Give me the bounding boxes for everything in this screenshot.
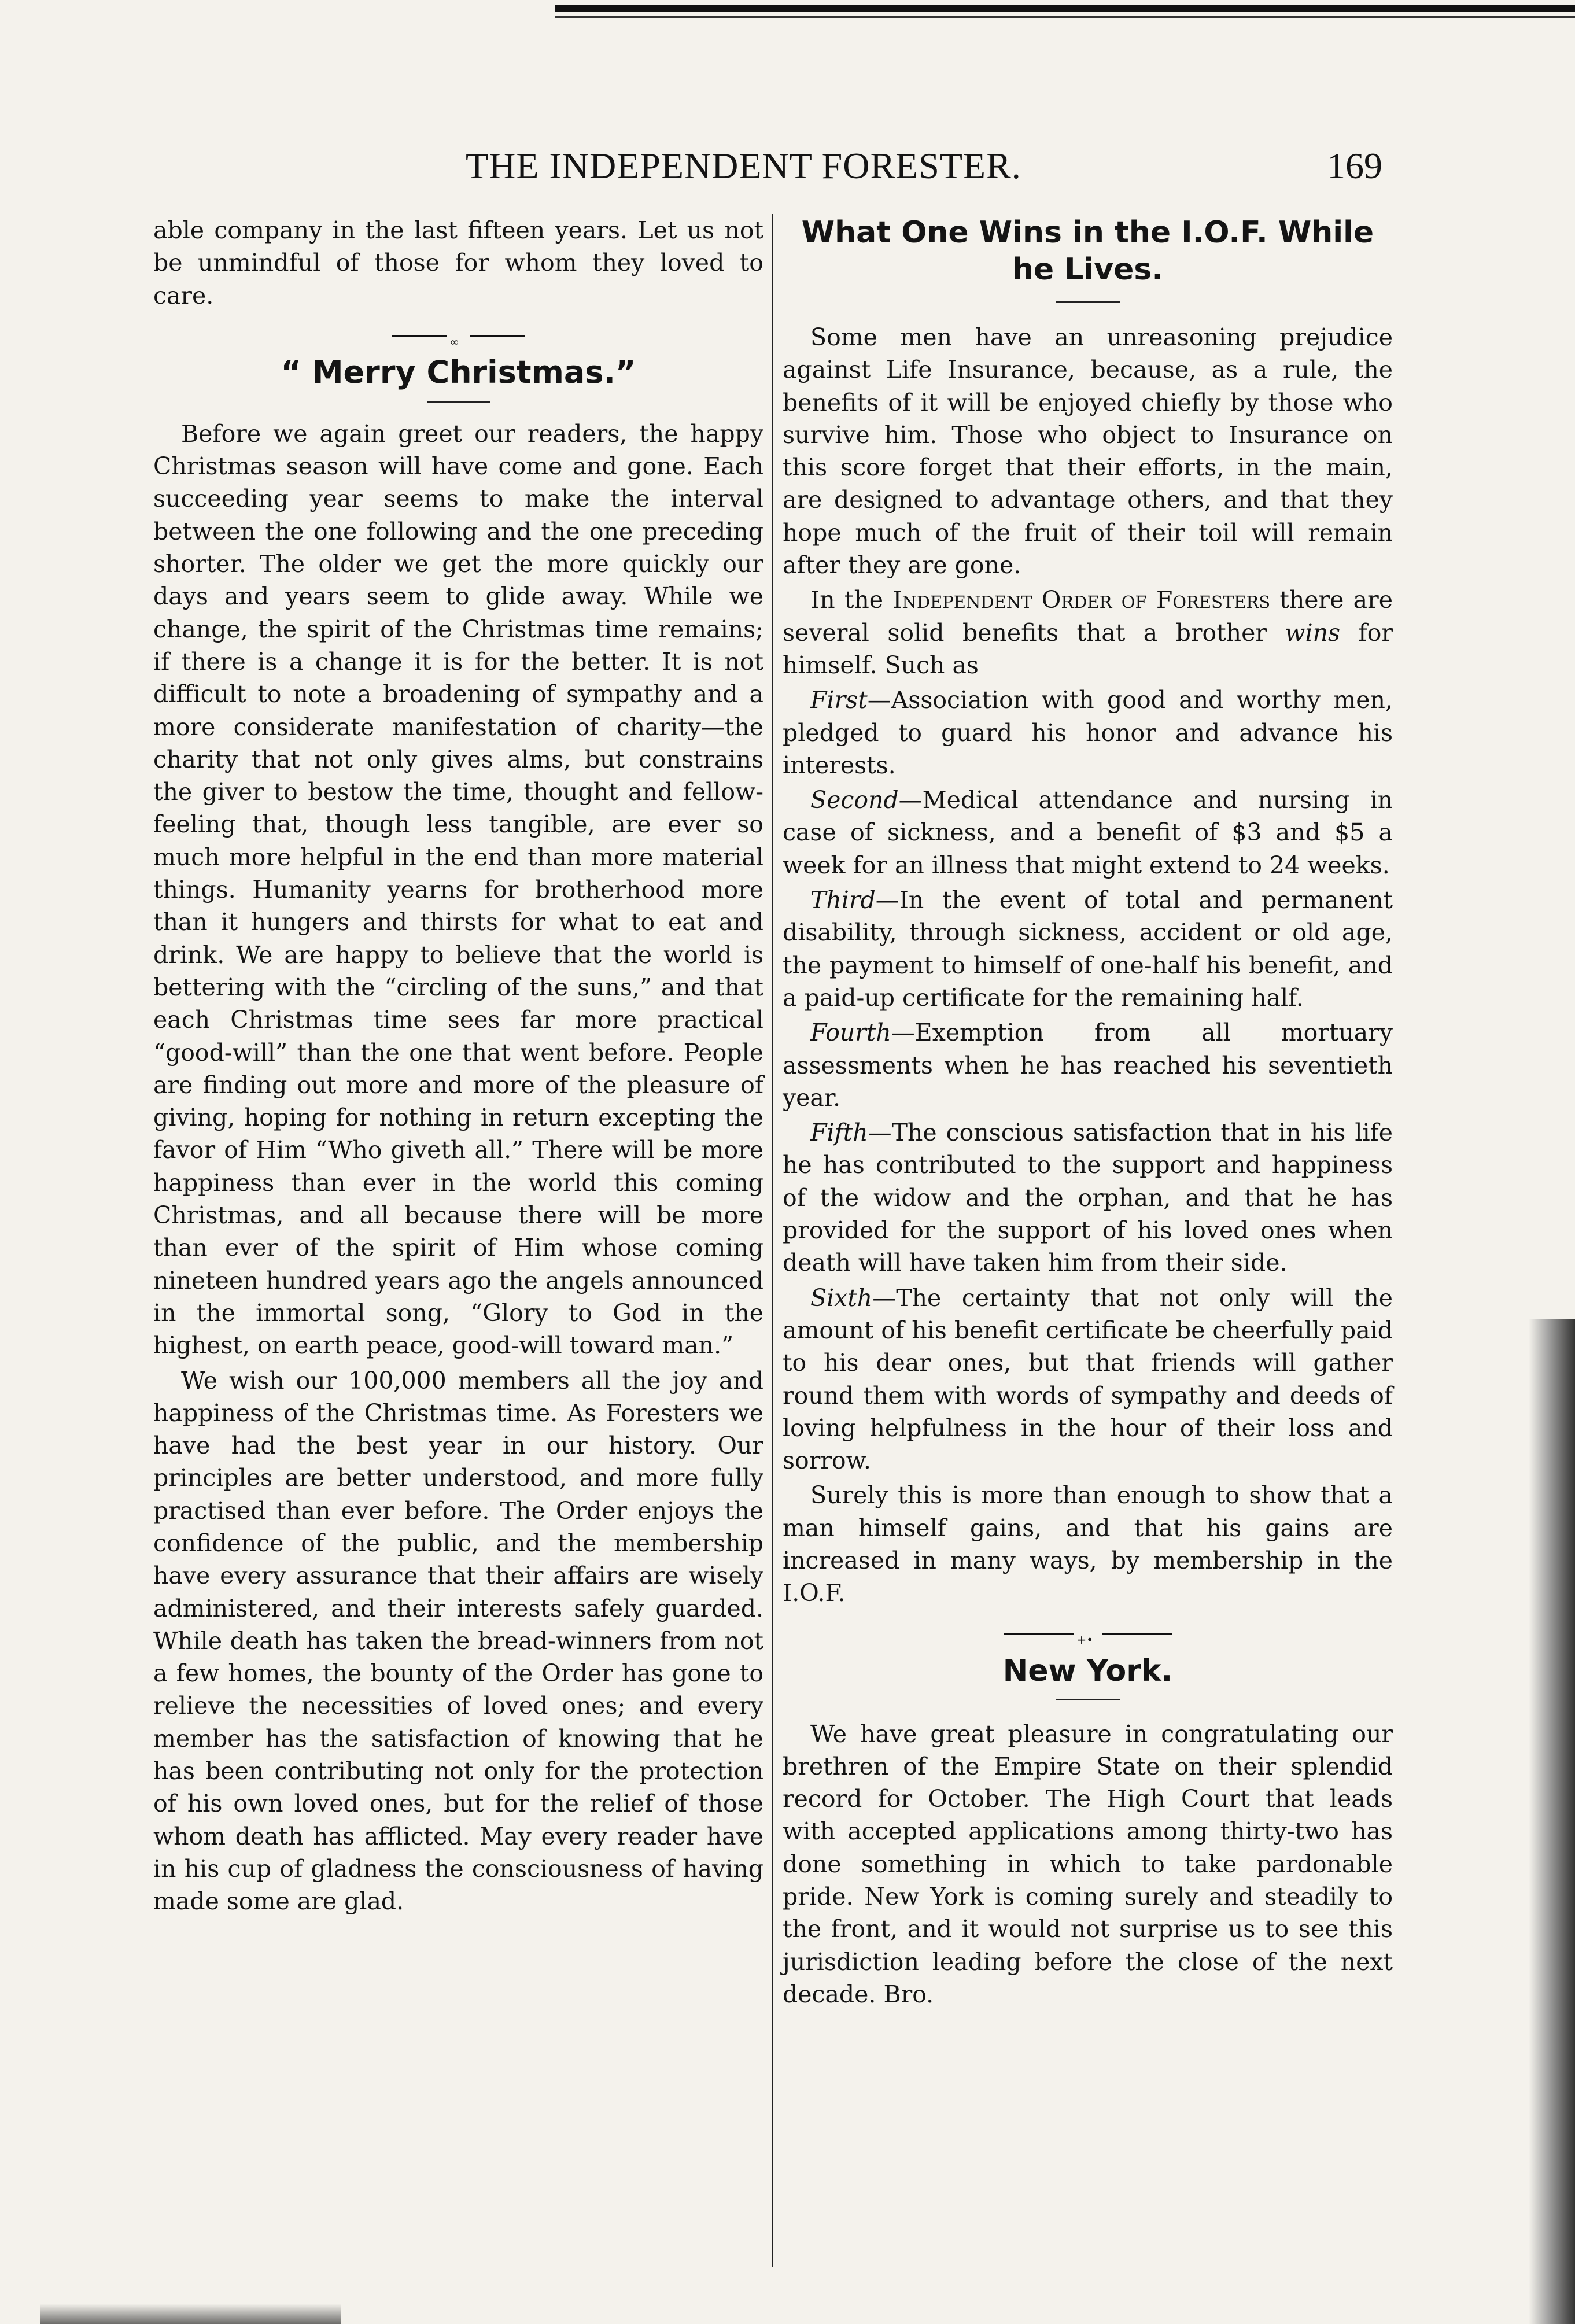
title-underline — [1056, 1699, 1120, 1700]
benefit-text: —Medical attendance and nursing in case of sickness, and a benefit of $3 and $5 a week for an illness that might extend to 24 weeks. — [783, 786, 1393, 879]
benefit-label: Second — [810, 786, 899, 814]
benefit-text: —The certainty that not only will the amount of his benefit certificate be cheerfully paid to his dear ones, but that friends will gather round them with words of sympathy and deeds of loving helpfulness in the hour of their loss and sorrow. — [783, 1283, 1393, 1475]
intro-paragraph: Some men have an unreasoning prejudice against Life Insurance, because, as a rule, the benefits of it will be enjoyed chiefly by those who survive him. Those who object to Insurance on this score forget that their efforts, in the main, are designed to advantage others, and that they hope much of the fruit of their toil will remain after they are gone. — [783, 323, 1393, 580]
christmas-paragraph-1: Before we again greet our readers, the happy Christmas season will have come and gone. Each succeeding year seems to make the interval between the one following and the one preceding shorter. The older we get the more quickly our days and years seem to glide away. While we change, the spirit of the Christmas time remains; if there is a change it is for the better. It is not difficult to note a broadening of sympathy and a more considerate manifestation of charity—the charity that not only gives alms, but constrains the giver to bestow the time, thought and fellow-feeling that, though less tangible, are ever so much more helpful in the end than more material things. Humanity yearns for brotherhood more than it hungers and thirsts for what to eat and drink. We are happy to believe that the world is bettering with the “circling of the suns,” and that each Christmas time sees far more practical “good-will” than the one that went before. People are finding out more and more of the pleasure of giving, hoping for nothing in return excepting the favor of Him “Who giveth all.” There will be more happiness than ever in the world this coming Christmas, and all because there will be more than ever of the spirit of Him whose coming nineteen hundred years ago the angels announced in the immortal song, “Glory to God in the highest, on earth peace, good-will toward man.” — [153, 419, 763, 1360]
order-text-after: there are several solid benefits that a brother — [783, 586, 1393, 647]
benefit-label: Third — [810, 886, 876, 914]
benefit-label: First — [810, 686, 868, 714]
page-edge-shadow — [1529, 1319, 1575, 2324]
benefit-text: —The conscious satisfaction that in his life he has contributed to the support and happiness of the widow and the orphan, and that he has provided for the support of his loved ones when death will have taken him from their side. — [783, 1119, 1393, 1277]
top-border-rule-thin — [555, 16, 1575, 18]
order-text-wins: wins — [1285, 618, 1341, 647]
title-underline — [427, 401, 490, 403]
benefit-label: Sixth — [810, 1283, 873, 1312]
title-underline — [1056, 301, 1120, 303]
order-name: Independent Order of Foresters — [892, 586, 1271, 614]
order-text-end: for himself. Such as — [783, 618, 1393, 679]
new-york-paragraph: We have great pleasure in congratulating our brethren of the Empire State on their splendid record for October. The High Court that leads with accepted applications among thirty-two has done something in which to take pardonable pride. New York is coming surely and steadily to the front, and it would not surprise us to see this jurisdiction leading before the close of the next decade. Bro. — [783, 1720, 1393, 2008]
journal-title: THE INDEPENDENT FORESTER. — [466, 145, 1021, 186]
right-column — [783, 214, 1393, 2011]
benefit-label: Fourth — [810, 1019, 891, 1047]
section-ornament-rule — [392, 329, 525, 349]
benefit-fourth — [783, 1016, 1393, 1114]
christmas-paragraph-2: We wish our 100,000 members all the joy and happiness of the Christmas time. As Foresters we have had the best year in our history. Our principles are better understood, and more fully practised than ever before. The Order enjoys the confidence of the public, and the membership have every assurance that their affairs are wisely administered, and their interests safely guarded. While death has taken the bread-winners from not a few homes, the bounty of the Order has gone to relieve the necessities of loved ones; and every member has the satisfaction of knowing that he has been contributing not only for the protection of his own loved ones, but for the relief of those whom death has afflicted. May every reader have in his cup of gladness the consciousness of having made some are glad. — [153, 1366, 763, 1916]
order-text-before: In the — [810, 586, 893, 614]
benefit-label: Fifth — [810, 1119, 868, 1147]
benefit-text: —In the event of total and permanent disability, through sickness, accident or old age, the payment to himself of one-half his benefit, and a paid-up certificate for the remaining half. — [783, 886, 1393, 1012]
new-york-title: New York. — [1002, 1653, 1173, 1688]
ornament-mark: ∞ — [449, 334, 460, 349]
top-border-rule — [555, 5, 1575, 12]
page-edge-shadow-bottom — [40, 2304, 341, 2324]
conclusion-paragraph: Surely this is more than enough to show that a man himself gains, and that his gains are increased in many ways, by membership in the I.O.F. — [783, 1481, 1393, 1607]
benefit-second — [783, 784, 1393, 881]
continuation-paragraph: able company in the last fifteen years. Let us not be unmindful of those for whom they loved to care. — [153, 216, 763, 309]
merry-christmas-title: “ Merry Christmas.” — [281, 353, 636, 390]
what-one-wins-title: What One Wins in the I.O.F. While he Lives. — [801, 215, 1374, 287]
column-divider — [772, 214, 773, 2267]
left-column — [153, 214, 763, 1918]
benefit-first — [783, 684, 1393, 781]
section-ornament-rule — [1004, 1627, 1172, 1647]
running-head — [150, 145, 1394, 197]
ornament-mark: +• — [1076, 1632, 1094, 1647]
benefit-sixth — [783, 1282, 1393, 1477]
benefit-third — [783, 884, 1393, 1014]
benefit-text: —Exemption from all mortuary assessments when he has reached his seventieth year. — [783, 1019, 1393, 1112]
benefit-text: —Association with good and worthy men, pledged to guard his honor and advance his interests. — [783, 686, 1393, 779]
benefit-fifth — [783, 1116, 1393, 1279]
page-number: 169 — [1327, 145, 1382, 186]
order-paragraph — [783, 584, 1393, 681]
